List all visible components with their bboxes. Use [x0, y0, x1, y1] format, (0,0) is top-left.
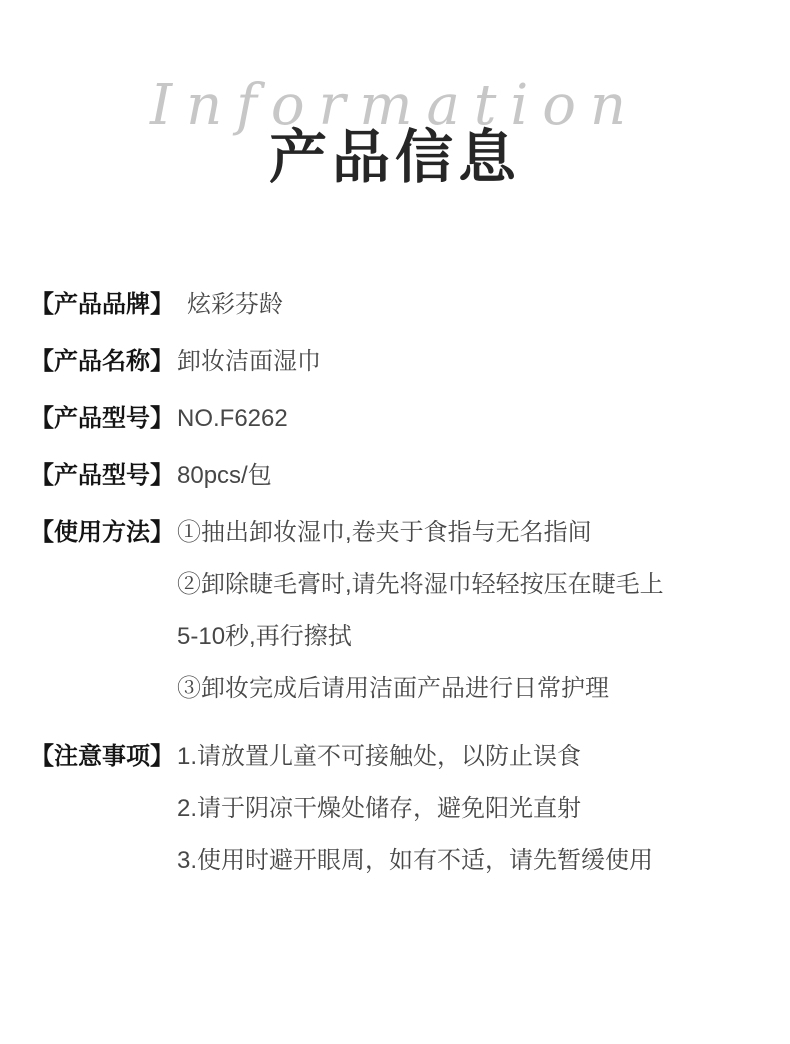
info-label-usage: 【使用方法】 [30, 518, 174, 546]
notes-list [177, 743, 653, 875]
usage-steps [177, 519, 664, 743]
usage-step-line: ①抽出卸妆湿巾,卷夹于食指与无名指间 [177, 518, 592, 546]
usage-step-line: 5-10秒,再行擦拭 [177, 622, 352, 650]
info-value-model: NO.F6262 [177, 404, 288, 432]
usage-step-line: ③卸妆完成后请用洁面产品进行日常护理 [177, 674, 609, 702]
info-value-name: 卸妆洁面湿巾 [177, 347, 321, 375]
info-label-model: 【产品型号】 [30, 404, 174, 432]
info-value-brand: 炫彩芬龄 [187, 290, 283, 318]
page-title: 产品信息 [268, 125, 521, 190]
notes-line: 2.请于阴凉干燥处储存，避免阳光直射 [177, 794, 582, 822]
header [0, 73, 790, 191]
decorative-script-word: Information [149, 73, 641, 138]
info-label-notes: 【注意事项】 [30, 742, 174, 770]
info-row-notes [30, 743, 770, 875]
info-row-model [30, 405, 770, 433]
notes-line: 3.使用时避开眼周，如有不适，请先暂缓使用 [177, 846, 654, 874]
notes-line: 1.请放置儿童不可接触处，以防止误食 [177, 742, 582, 770]
info-list [0, 291, 790, 875]
usage-step-line: ②卸除睫毛膏时,请先将湿巾轻轻按压在睫毛上 [177, 570, 664, 598]
info-row-name [30, 348, 770, 376]
info-row-quantity [30, 462, 770, 490]
info-row-usage [30, 519, 770, 743]
info-row-brand [30, 291, 770, 319]
product-info-page [0, 73, 790, 1044]
info-label-name: 【产品名称】 [30, 347, 174, 375]
info-label-brand: 【产品品牌】 [30, 290, 174, 318]
info-label-quantity: 【产品型号】 [30, 461, 174, 489]
info-value-quantity: 80pcs/包 [177, 461, 272, 489]
